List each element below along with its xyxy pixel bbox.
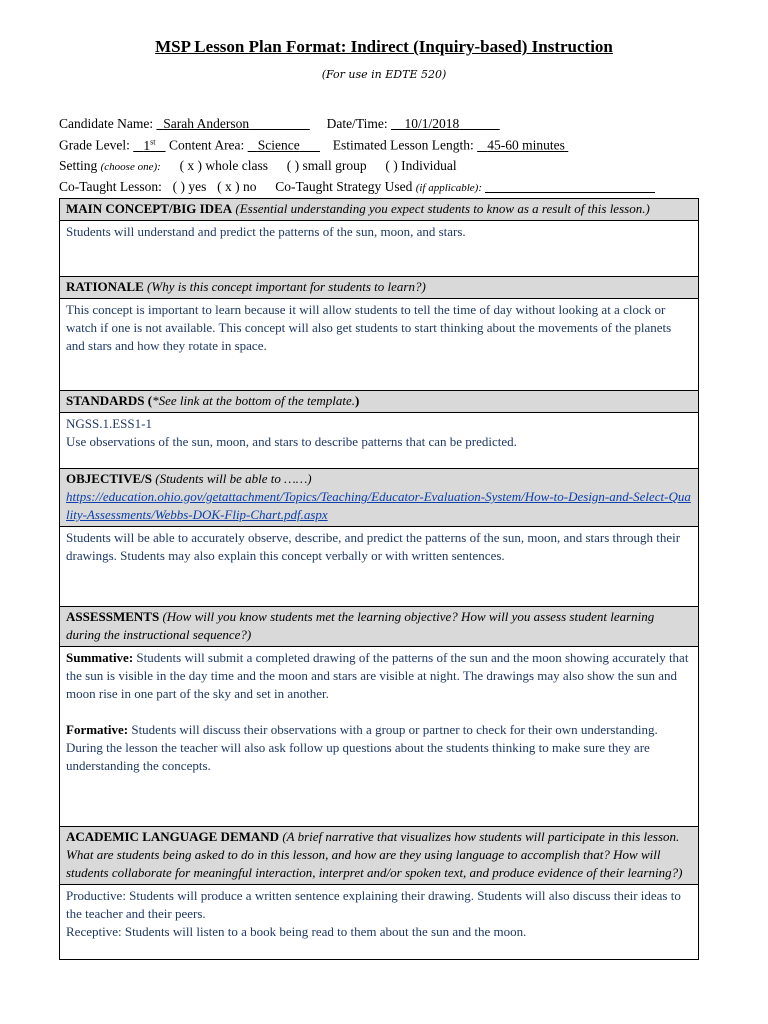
rationale-body: This concept is important to learn because it will allow students to tell the time of day without looking at a clock or watch if one is not available. This concept will also get students to start thinking about the movements of the planets and stars and how they rotate in space. <box>60 299 698 391</box>
cotaught-label: Co-Taught Lesson: <box>59 179 162 194</box>
document-subtitle: (For use in EDTE 520) <box>321 68 447 81</box>
main-concept-body: Students will understand and predict the patterns of the sun, moon, and stars. <box>60 221 698 277</box>
grade-label: Grade Level: <box>59 137 130 153</box>
strategy-hint: (if applicable): <box>415 182 482 194</box>
academic-language-header: ACADEMIC LANGUAGE DEMAND (A brief narrative that visualizes how students will participate in this lesson. What are students being asked to do in this lesson, and how are they using language to accomplish that? How will students collaborate for meaningful interaction, interpret and/or spoken text, and produce evidence of their learning?) <box>60 827 698 885</box>
strategy-blank-field[interactable] <box>485 180 655 193</box>
document-title: MSP Lesson Plan Format: Indirect (Inquiry-based) Instruction <box>155 37 613 56</box>
content-area-value: Science <box>257 137 300 153</box>
standards-body <box>60 413 698 469</box>
candidate-value: Sarah Anderson <box>163 116 250 131</box>
assessments-header: ASSESSMENTS (How will you know students met the learning objective? How will you assess student learning during the instructional sequence?) <box>60 607 698 647</box>
receptive-language: Receptive: Students will listen to a book being read to them about the sun and the moon. <box>66 924 527 939</box>
content-area-label: Content Area: <box>168 137 245 153</box>
formative-assessment: Formative: Students will discuss their observations with a group or partner to check for their own understanding. During the lesson the teacher will also ask follow up questions about the students thinking to make sure they are understanding the concepts. <box>66 722 658 773</box>
assessments-body <box>60 647 698 827</box>
setting-label: Setting <box>59 158 98 173</box>
objectives-body: Students will be able to accurately observe, describe, and predict the patterns of the sun, moon, and stars through their drawings. Students may also explain this concept verbally or with written sentences. <box>60 527 698 607</box>
setting-hint: (choose one): <box>100 161 161 173</box>
cotaught-no[interactable]: ( x ) no <box>217 179 257 194</box>
date-value: 10/1/2018 <box>404 116 460 131</box>
candidate-label: Candidate Name: <box>59 116 154 131</box>
header-row-setting <box>59 158 457 174</box>
summative-assessment: Summative: Students will submit a completed drawing of the patterns of the sun and the moon showing accurately that the sun is visible in the day time and the moon and stars are visible at night. The drawings may also show the sun and moon rise in one part of the sky and set in another. <box>66 650 689 701</box>
header-row-candidate <box>59 116 500 132</box>
standards-code: NGSS.1.ESS1-1 <box>66 416 152 431</box>
standards-text: Use observations of the sun, moon, and stars to describe patterns that can be predicted. <box>66 434 517 449</box>
dok-flip-chart-link[interactable]: https://education.ohio.gov/getattachment/Topics/Teaching/Educator-Evaluation-System/How-to-Design-and-Select-Quality-Assessments/Webbs-DOK-Flip-Chart.pdf.aspx <box>66 489 691 522</box>
strategy-label: Co-Taught Strategy Used <box>275 179 413 194</box>
standards-header: STANDARDS (*See link at the bottom of the template.) <box>60 391 698 413</box>
lesson-length-value: 45-60 minutes <box>487 137 565 153</box>
setting-whole-class[interactable]: ( x ) whole class <box>179 158 269 173</box>
date-label: Date/Time: <box>326 116 388 131</box>
setting-small-group[interactable]: ( ) small group <box>286 158 367 173</box>
lesson-length-label: Estimated Lesson Length: <box>332 137 474 153</box>
header-row-grade <box>59 137 568 154</box>
header-row-cotaught <box>59 179 655 195</box>
cotaught-yes[interactable]: ( ) yes <box>172 179 207 194</box>
main-concept-header: MAIN CONCEPT/BIG IDEA (Essential understanding you expect students to know as a result of this lesson.) <box>60 199 698 221</box>
lesson-plan-table <box>59 198 699 960</box>
objectives-header: OBJECTIVE/S (Students will be able to ……) https://education.ohio.gov/getattachment/Topics/Teaching/Educator-Evaluation-System/How-to-Design-and-Select-Quality-Assessments/Webbs-DOK-Flip-Chart.pdf.aspx <box>60 469 698 527</box>
rationale-header: RATIONALE (Why is this concept important for students to learn?) <box>60 277 698 299</box>
setting-individual[interactable]: ( ) Individual <box>385 158 457 173</box>
academic-language-body <box>60 885 698 959</box>
productive-language: Productive: Students will produce a written sentence explaining their drawing. Students will also discuss their ideas to the teacher and their peers. <box>66 888 681 921</box>
grade-value: 1st <box>143 137 156 153</box>
